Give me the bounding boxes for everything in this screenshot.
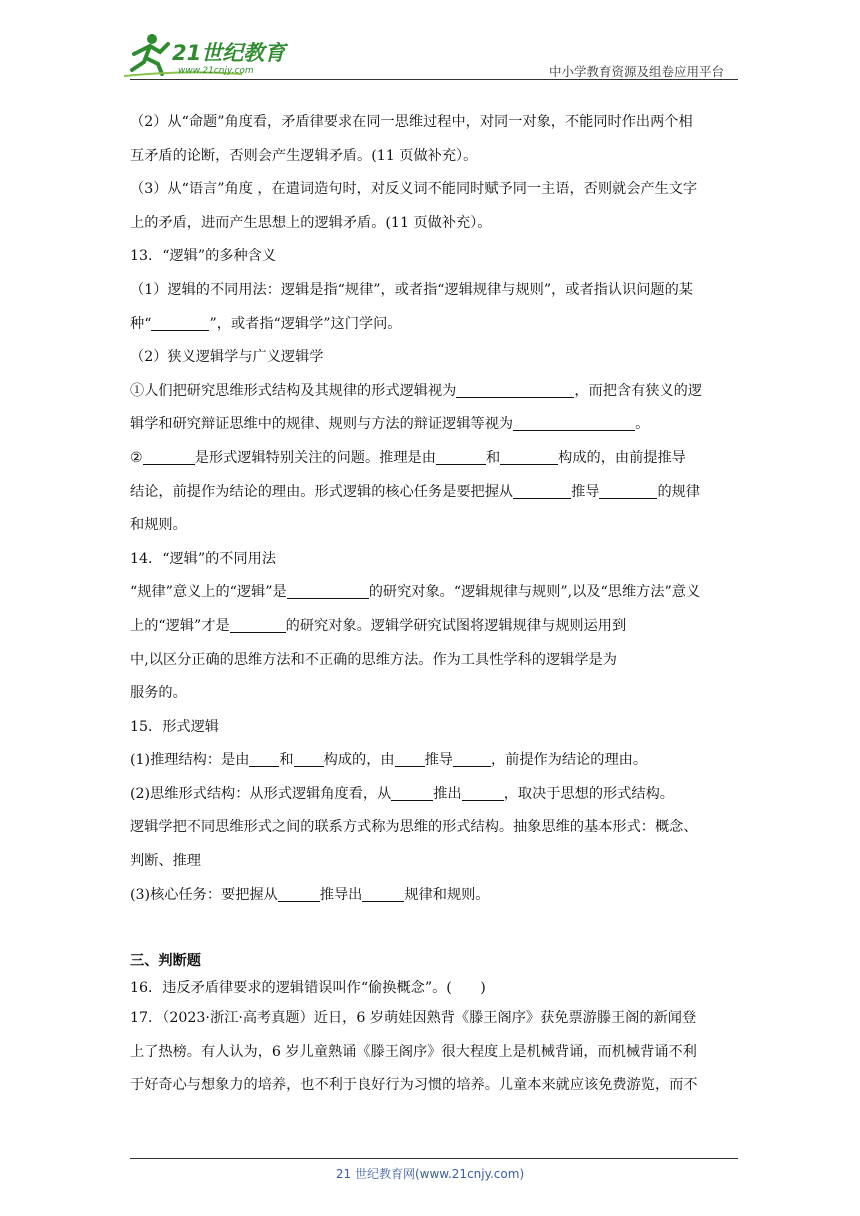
blank-field[interactable] [287,583,369,600]
text-fragment: “规律”意义上的“逻辑”是 [130,584,287,601]
text-fragment: 推导出 [319,886,363,903]
text-fragment: 。 [635,416,650,433]
text-fragment: (1)推理结构：是由 [130,752,250,769]
blank-field[interactable] [395,751,425,768]
blank-field[interactable] [294,751,324,768]
footer-divider [130,1158,738,1159]
blank-field[interactable] [453,751,491,768]
text-fragment: ② [130,449,143,466]
text-fragment: 上的“逻辑”才是 [130,617,230,634]
text-line [130,442,730,476]
text-line: 于好奇心与想象力的培养，也不利于良好行为习惯的培养。儿童本来就应该免费游览，而不 [130,1077,698,1094]
blank-field[interactable] [278,885,320,902]
text-line [130,879,730,913]
text-fragment: 结论，前提作为结论的理由。形式逻辑的核心任务是要把握从 [130,483,514,500]
text-fragment: 的研究对象。逻辑学研究试图将逻辑规律与规则运用到 [285,617,627,634]
text-line: （3）从“语言”角度 ，在遣词造句时，对反义词不能同时赋予同一主语，否则就会产生文字 [130,181,698,198]
blank-field[interactable] [436,448,486,465]
text-line [130,476,730,510]
text-line [130,375,730,409]
text-line: （2）从“命题”角度看，矛盾律要求在同一思维过程中，对同一对象，不能同时作出两个相 [130,114,693,130]
text-fragment: 是形式逻辑特别关注的问题。推理是由 [194,449,436,466]
blank-field[interactable] [362,885,404,902]
text-fragment: 的研究对象。“逻辑规律与规则”,以及“思维方法”意义 [368,584,701,601]
text-fragment: 种“ [130,315,152,332]
text-line [130,308,730,342]
blank-field[interactable] [456,381,574,398]
text-line: 服务的。 [130,685,187,702]
text-line [130,744,730,778]
text-fragment: 的规律 [657,483,701,500]
text-line: 判断、推理 [130,853,201,870]
text-line [130,576,730,610]
text-line: 互矛盾的论断，否则会产生逻辑矛盾。(11 页做补充）。 [130,147,478,164]
text-line [130,778,730,812]
text-fragment: 推出 [433,785,462,802]
question-16: 16．违反矛盾律要求的逻辑错误叫作“偷换概念”。( ) [130,980,486,997]
text-fragment: (2)思维形式结构：从形式逻辑角度看，从 [130,785,392,802]
blank-field[interactable] [513,415,635,432]
blank-field[interactable] [513,482,571,499]
blank-field[interactable] [151,314,209,331]
text-fragment: 推导 [571,483,600,500]
text-fragment: 和 [485,449,501,466]
heading-15: 15．形式逻辑 [130,718,219,735]
question-17: 17．（2023·浙江·高考真题）近日，6 岁萌娃因熟背《滕王阁序》获免票游滕王阁的新闻登 [130,1010,697,1027]
text-fragment: ，取决于思想的形式结构。 [503,785,674,802]
blank-field[interactable] [462,784,504,801]
heading-14: 14．“逻辑”的不同用法 [130,550,277,567]
site-logo [122,30,292,80]
text-fragment: 辑学和研究辩证思维中的规律、规则与方法的辩证逻辑等视为 [130,416,514,433]
svg-text:21世纪教育: 21世纪教育 [172,41,286,65]
text-fragment: ”，或者指“逻辑学”这门学问。 [209,315,402,332]
text-line: 中,以区分正确的思维方法和不正确的思维方法。作为工具性学科的逻辑学是为 [130,651,617,668]
header-platform-text: 中小学教育资源及组卷应用平台 [548,64,724,79]
svg-text:www.21cnjy.com: www.21cnjy.com [178,66,254,76]
blank-field[interactable] [391,784,433,801]
text-fragment: 构成的，由 [323,752,395,769]
text-line: 上了热榜。有人认为，6 岁儿童熟诵《滕王阁序》很大程度上是机械背诵，而机械背诵不利 [130,1043,697,1060]
text-fragment: ，而把含有狭义的逻 [574,382,703,399]
text-line: 逻辑学把不同思维形式之间的联系方式称为思维的形式结构。抽象思维的基本形式：概念、 [130,819,698,836]
blank-field[interactable] [230,616,286,633]
text-fragment: 推导 [424,752,453,769]
header-divider [130,79,738,80]
section-title-judgement: 三、判断题 [130,953,201,970]
text-fragment: ，前提作为结论的理由。 [490,752,648,769]
footer-link[interactable]: 21 世纪教育网(www.21cnjy.com) [335,1167,525,1181]
text-line: （1）逻辑的不同用法：逻辑是指“规律”，或者指“逻辑规律与规则”，或者指认识问题的某 [130,281,693,298]
text-line [130,408,730,442]
text-line: 上的矛盾，进而产生思想上的逻辑矛盾。(11 页做补充）。 [130,214,492,231]
blank-field[interactable] [249,751,279,768]
text-fragment: ①人们把研究思维形式结构及其规律的形式逻辑视为 [130,382,457,399]
text-line [130,610,730,644]
text-line: 和规则。 [130,517,187,534]
blank-field[interactable] [143,448,195,465]
blank-field[interactable] [599,482,657,499]
text-line: （2）狭义逻辑学与广义逻辑学 [130,349,324,366]
blank-field[interactable] [500,448,558,465]
text-fragment: (3)核心任务：要把握从 [130,886,278,903]
document-body [130,106,730,1103]
text-fragment: 规律和规则。 [404,886,490,903]
heading-13: 13．“逻辑”的多种含义 [130,248,277,265]
text-fragment: 构成的，由前提推导 [558,449,686,466]
text-fragment: 和 [279,752,294,769]
